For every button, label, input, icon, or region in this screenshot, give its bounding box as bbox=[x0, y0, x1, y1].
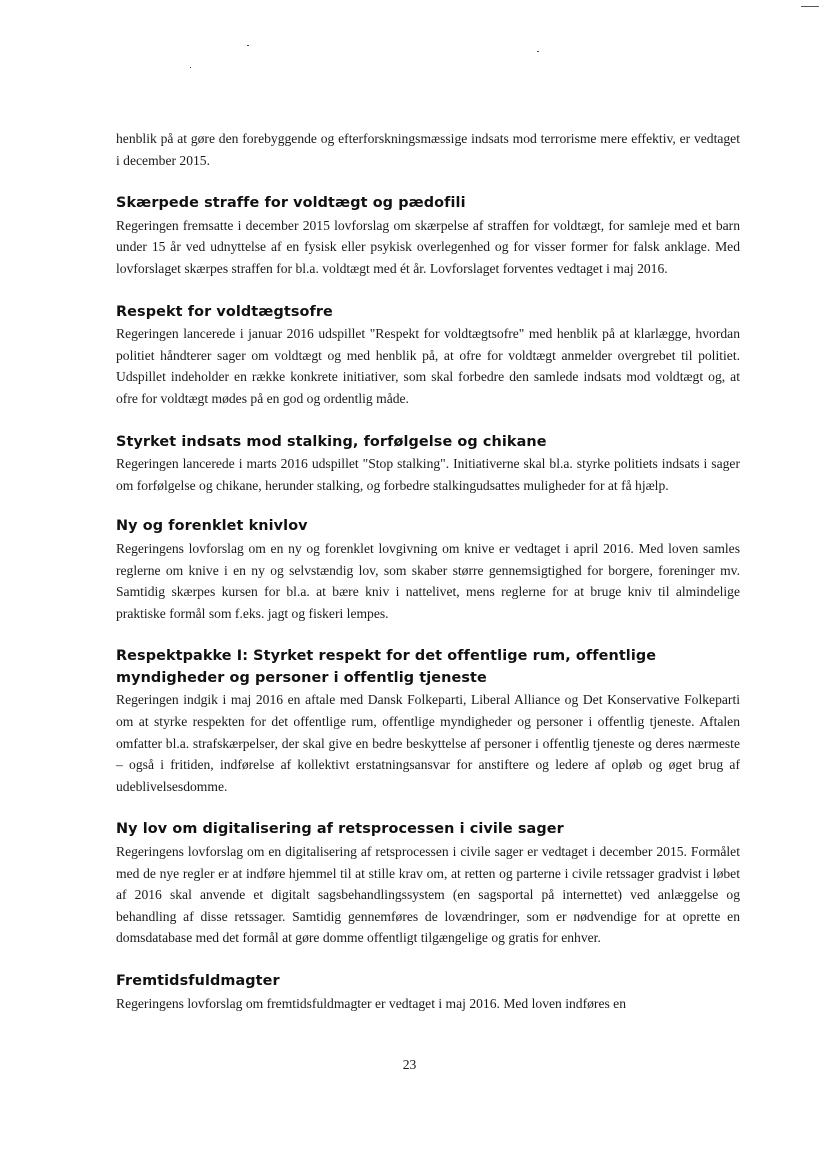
section-body: Regeringens lovforslag om en digitalisering af retsprocessen i civile sager er vedtaget i december 2015. Formålet med de nye regler er at indføre hjemmel til at stille krav om, at retten og parterne i civile retssager gradvist i løbet af 2016 skal anvende et digitalt sagsbehandlingssystem (en sagsportal på internettet) ved anlæggelse og behandling af disse retssager. Samtidig gennemføres de lovændringer, som er nødvendige for at oprette en domsdatabase med det formål at gøre domme offentligt tilgængelige og gratis for enhver. bbox=[116, 844, 740, 946]
page-content bbox=[116, 128, 740, 1014]
section-heading: Skærpede straffe for voldtægt og pædofili bbox=[116, 195, 466, 212]
section-body: Regeringen lancerede i januar 2016 udspillet "Respekt for voldtægtsofre" med henblik på at klarlægge, hvordan politiet håndterer sager om voldtægt og med henblik på, at ofre for voldtægt anmelder overgrebet til politiet. Udspillet indeholder en række konkrete initiativer, som skal forbedre den samlede indsats mod voldtægt og, at ofre for voldtægt mødes på en god og ordentlig måde. bbox=[116, 326, 740, 406]
section-heading: Ny og forenklet knivlov bbox=[116, 518, 308, 535]
section-future-powers bbox=[116, 971, 740, 1014]
section-body: Regeringen indgik i maj 2016 en aftale med Dansk Folkeparti, Liberal Alliance og Det Konservative Folkeparti om at styrke respekten for det offentlige rum, offentlige myndigheder og personer i offentlig tjeneste. Aftalen omfatter bl.a. strafskærpelser, der skal give en bedre beskyttelse af personer i offentlig tjeneste og deres nærmeste – også i fritiden, indførelse af kollektivt erstatningsansvar for anstiftere og ledere af opløb og øget brug af udeblivelsesdomme. bbox=[116, 692, 740, 794]
section-rape-paedophilia bbox=[116, 193, 740, 279]
section-body: Regeringens lovforslag om fremtidsfuldmagter er vedtaget i maj 2016. Med loven indføres en bbox=[116, 995, 627, 1011]
section-body: Regeringen lancerede i marts 2016 udspillet "Stop stalking". Initiativerne skal bl.a. styrke politiets indsats i sager om forfølgelse og chikane, herunder stalking, og forbedre stalkingudsattes muligheder for at få hjælp. bbox=[116, 456, 740, 493]
scan-speck bbox=[190, 67, 191, 68]
intro-paragraph: henblik på at gøre den forebyggende og efterforskningsmæssige indsats mod terrorisme mere effektiv, er vedtaget i december 2015. bbox=[116, 131, 740, 168]
section-body: Regeringens lovforslag om en ny og forenklet lovgivning om knive er vedtaget i april 2016. Med loven samles reglerne om knive i en ny og selvstændig lov, som skaber større gennemsigtighed for borgere, foreninger mv. Samtidig skærpes kursen for bl.a. at bære kniv i nattelivet, mens reglerne for at bruge kniv til almindelige praktiske formål som f.eks. jagt og fiskeri lempes. bbox=[116, 540, 740, 621]
section-respect-package bbox=[116, 646, 740, 797]
scan-speck bbox=[537, 51, 539, 52]
scan-edge-mark bbox=[801, 6, 819, 7]
section-heading: Ny lov om digitalisering af retsprocessen i civile sager bbox=[116, 821, 564, 838]
section-heading: Respektpakke I: Styrket respekt for det offentlige rum, offentlige myndigheder og personer i offentlig tjeneste bbox=[116, 648, 657, 686]
section-heading: Fremtidsfuldmagter bbox=[116, 973, 280, 989]
section-heading: Styrket indsats mod stalking, forfølgelse og chikane bbox=[116, 433, 547, 450]
section-body: Regeringen fremsatte i december 2015 lovforslag om skærpelse af straffen for voldtægt, for samleje med et barn under 15 år ved udnyttelse af en fysisk eller psykisk overlegenhed og for visser former for falsk anklage. Med lovforslaget skærpes straffen for bl.a. voldtægt med ét år. Lovforslaget forventes vedtaget i maj 2016. bbox=[116, 217, 740, 276]
page-number: 23 bbox=[402, 1057, 417, 1072]
scan-speck bbox=[247, 45, 249, 46]
section-heading: Respekt for voldtægtsofre bbox=[116, 303, 333, 320]
section-knife-law bbox=[116, 516, 740, 624]
section-stalking bbox=[116, 432, 740, 497]
section-rape-victims bbox=[116, 302, 740, 410]
section-digitalisation bbox=[116, 819, 740, 949]
